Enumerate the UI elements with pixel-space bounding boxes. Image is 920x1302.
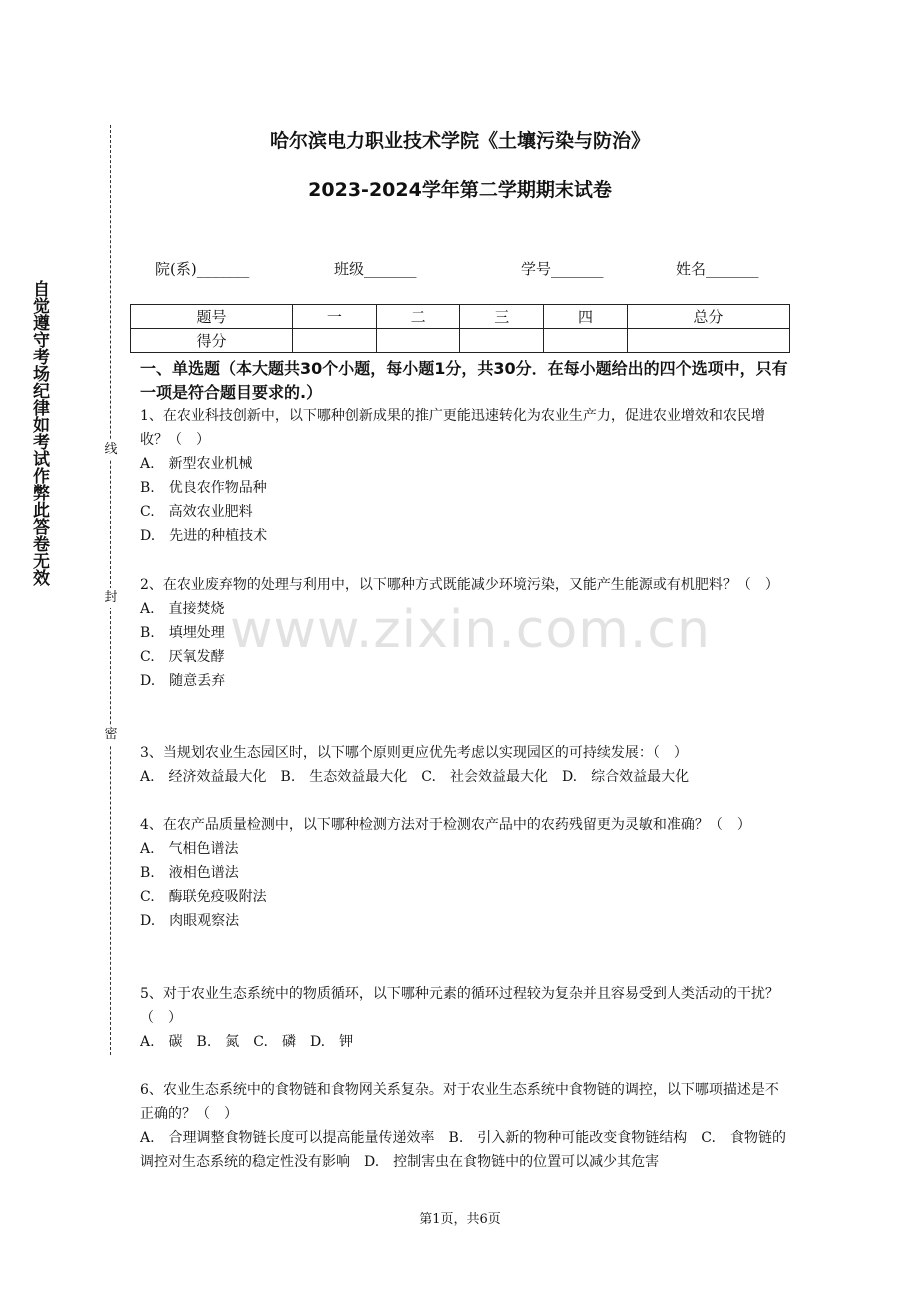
score-table-header-cell: 题号 [131,305,293,329]
score-row-label: 得分 [131,329,293,353]
question-option: A. 经济效益最大化 B. 生态效益最大化 C. 社会效益最大化 D. 综合效益最大化 [140,769,690,785]
question-5 [140,982,790,1054]
score-cell [544,329,628,353]
question-1 [140,404,790,548]
score-table-header-cell: 二 [376,305,460,329]
seal-char-secret: 密 [101,725,121,745]
question-stem: 2、在农业废弃物的处理与利用中，以下哪种方式既能减少环境污染，又能产生能源或有机肥料？（ ） [140,577,779,593]
question-option: D. 肉眼观察法 [140,913,240,929]
question-stem: 6、农业生态系统中的食物链和食物网关系复杂。对于农业生态系统中食物链的调控，以下哪项描述是不正确的？（ ） [140,1082,779,1122]
question-option: C. 高效农业肥料 [140,504,253,520]
question-3 [140,741,790,789]
score-table-score-row [131,329,790,353]
exam-discipline-notice: 自觉遵守考场纪律如考试作弊此答卷无效 [29,280,49,586]
question-option: C. 酶联免疫吸附法 [140,889,267,905]
score-table-header-cell: 四 [544,305,628,329]
score-cell [376,329,460,353]
question-option: A. 直接焚烧 [140,601,225,617]
seal-char-seal: 封 [101,588,121,608]
question-stem: 1、在农业科技创新中，以下哪种创新成果的推广更能迅速转化为农业生产力，促进农业增效和农民增收？（ ） [140,408,765,448]
department-field: 院(系)_______ [155,260,250,278]
score-cell [293,329,377,353]
score-table [130,304,790,353]
question-option: B. 填埋处理 [140,625,225,641]
question-stem: 5、对于农业生态系统中的物质循环，以下哪种元素的循环过程较为复杂并且容易受到人类活动的干扰？（ ） [140,986,779,1026]
question-option: C. 厌氧发酵 [140,649,225,665]
section-1-heading: 一、单选题（本大题共30个小题，每小题1分，共30分．在每小题给出的四个选项中，只有一项是符合题目要求的.） [140,359,788,402]
question-option: A. 气相色谱法 [140,841,239,857]
seal-char-line: 线 [101,440,121,460]
exam-title-line2: 2023-2024学年第二学期期末试卷 [308,179,612,201]
question-option: A. 新型农业机械 [140,456,253,472]
question-stem: 4、在农产品质量检测中，以下哪种检测方法对于检测农产品中的农药残留更为灵敏和准确？（ ） [140,817,751,833]
question-option: A. 碳 B. 氮 C. 磷 D. 钾 [140,1034,354,1050]
question-stem: 3、当规划农业生态园区时，以下哪个原则更应优先考虑以实现园区的可持续发展：（ ） [140,745,688,761]
question-option: A. 合理调整食物链长度可以提高能量传递效率 B. 引入新的物种可能改变食物链结构 C. 食物链的调控对生态系统的稳定性没有影响 D. 控制害虫在食物链中的位置可以减少其危害 [140,1130,786,1170]
class-field: 班级_______ [334,260,417,278]
score-cell [627,329,789,353]
question-option: B. 优良农作物品种 [140,480,267,496]
score-table-header-cell: 三 [460,305,544,329]
exam-title-line1: 哈尔滨电力职业技术学院《土壤污染与防治》 [269,130,650,152]
page-footer: 第1页，共6页 [419,1212,501,1227]
question-option: D. 先进的种植技术 [140,528,268,544]
question-option: D. 随意丢弃 [140,673,226,689]
question-option: B. 液相色谱法 [140,865,239,881]
question-6 [140,1078,790,1174]
site-watermark: www.zixin.com.cn [230,600,711,660]
score-table-header-row [131,305,790,329]
question-4 [140,813,790,933]
score-table-header-cell: 总分 [627,305,789,329]
score-cell [460,329,544,353]
student-id-field: 学号_______ [521,260,604,278]
score-table-header-cell: 一 [293,305,377,329]
name-field: 姓名_______ [676,260,759,278]
